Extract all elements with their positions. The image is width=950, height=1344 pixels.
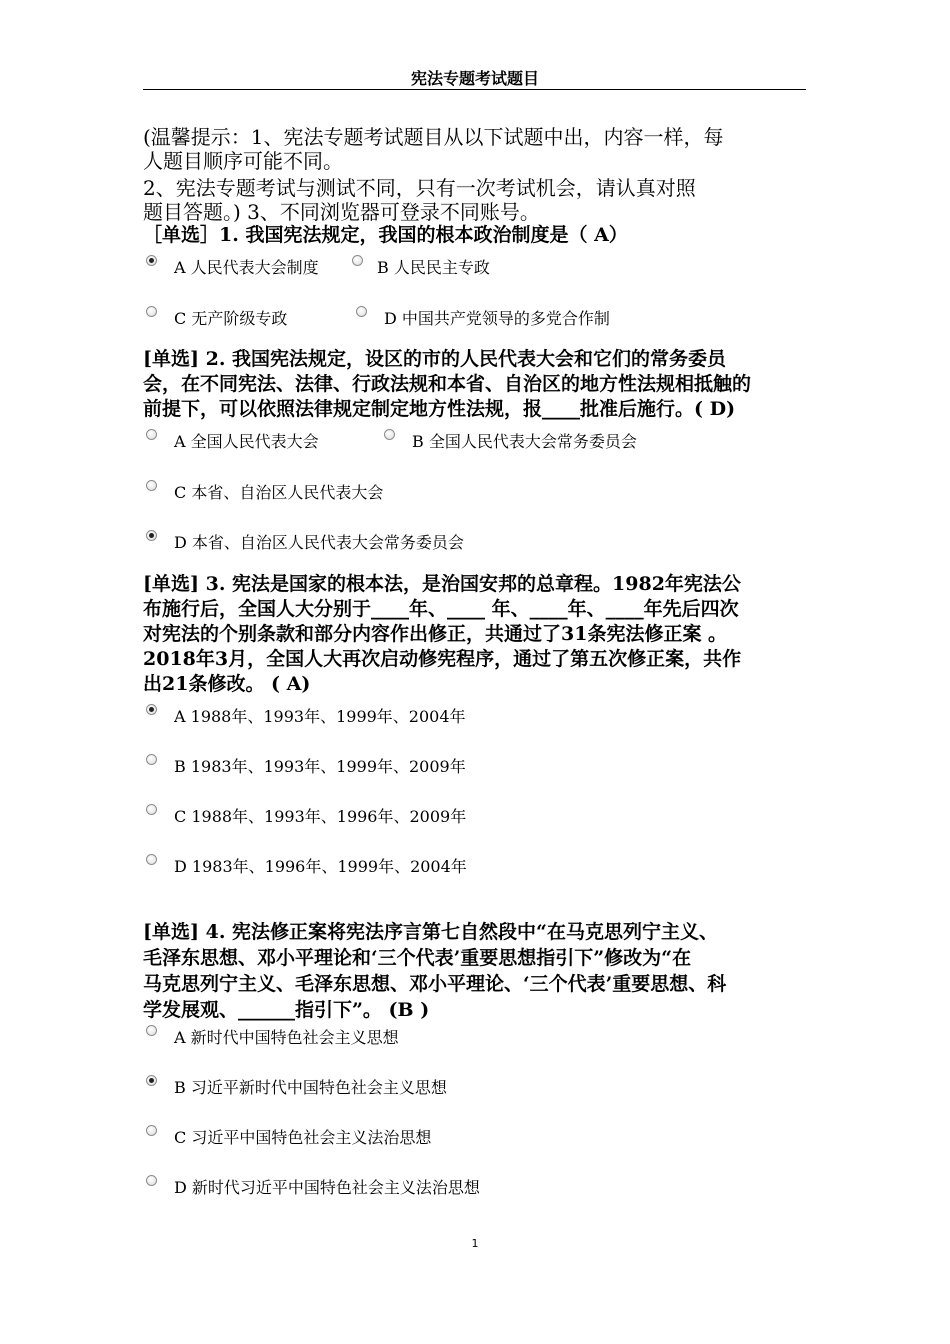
notice-line: 题目答题。) 3、不同浏览器可登录不同账号。	[143, 200, 540, 224]
option-d[interactable]	[356, 306, 610, 328]
option-label: C 1988年、1993年、1996年、2009年	[174, 806, 467, 826]
option-label: A 新时代中国特色社会主义思想	[174, 1027, 399, 1047]
question-text: [单选] 3. 宪法是国家的根本法，是治国安邦的总章程。1982年宪法公	[143, 573, 741, 595]
option-b[interactable]	[352, 255, 490, 277]
radio-unchecked-icon[interactable]	[146, 1025, 157, 1036]
option-a[interactable]	[146, 1025, 399, 1047]
radio-unchecked-icon[interactable]	[146, 754, 157, 765]
question-text: 前提下，可以依照法律规定制定地方性法规，报____批准后施行。( D)	[143, 398, 736, 420]
question-text: ［单选］1. 我国宪法规定，我国的根本政治制度是（ A）	[143, 224, 628, 246]
option-a[interactable]	[146, 704, 466, 726]
option-label: D 中国共产党领导的多党合作制	[384, 308, 610, 328]
option-label: B 全国人民代表大会常务委员会	[412, 431, 637, 451]
radio-unchecked-icon[interactable]	[146, 306, 157, 317]
question-text: 毛泽东思想、邓小平理论和‘三个代表’重要思想指引下”修改为“在	[143, 947, 692, 969]
question-text: [单选] 4. 宪法修正案将宪法序言第七自然段中“在马克思列宁主义、	[143, 921, 718, 943]
option-b[interactable]	[146, 1075, 447, 1097]
option-label: B 人民民主专政	[377, 257, 490, 277]
page-header-title: 宪法专题考试题目	[410, 69, 539, 88]
question-text: [单选] 2. 我国宪法规定，设区的市的人民代表大会和它们的常务委员	[143, 348, 727, 370]
option-label: C 本省、自治区人民代表大会	[174, 482, 384, 502]
page-number: 1	[471, 1237, 479, 1250]
question-text: 布施行后，全国人大分别于____年、____ 年、____年、____年先后四次	[143, 598, 739, 620]
question-text: 会，在不同宪法、法律、行政法规和本省、自治区的地方性法规相抵触的	[143, 373, 752, 395]
option-b[interactable]	[146, 754, 466, 776]
option-d[interactable]	[146, 854, 467, 876]
radio-unchecked-icon[interactable]	[384, 429, 395, 440]
radio-unchecked-icon[interactable]	[146, 1175, 157, 1186]
option-label: A 全国人民代表大会	[174, 431, 319, 451]
question-text: 对宪法的个别条款和部分内容作出修正，共通过了31条宪法修正案 。	[143, 623, 728, 645]
radio-unchecked-icon[interactable]	[146, 854, 157, 865]
option-b[interactable]	[384, 429, 637, 451]
question-text: 出21条修改。 ( A)	[143, 673, 311, 695]
option-label: D 新时代习近平中国特色社会主义法治思想	[174, 1177, 480, 1197]
radio-unchecked-icon[interactable]	[146, 1125, 157, 1136]
option-label: D 本省、自治区人民代表大会常务委员会	[174, 532, 464, 552]
radio-checked-icon[interactable]	[146, 1075, 157, 1086]
option-label: A 人民代表大会制度	[174, 257, 319, 277]
option-d[interactable]	[146, 1175, 480, 1197]
option-label: C 习近平中国特色社会主义法治思想	[174, 1127, 432, 1147]
option-a[interactable]	[146, 429, 319, 451]
radio-unchecked-icon[interactable]	[352, 255, 363, 266]
radio-unchecked-icon[interactable]	[146, 480, 157, 491]
notice-line: 人题目顺序可能不同。	[143, 149, 343, 173]
option-label: B 习近平新时代中国特色社会主义思想	[174, 1077, 447, 1097]
option-c[interactable]	[146, 306, 287, 328]
option-label: C 无产阶级专政	[174, 308, 288, 328]
option-c[interactable]	[146, 804, 466, 826]
option-a[interactable]	[146, 255, 319, 277]
option-c[interactable]	[146, 1125, 431, 1147]
radio-checked-icon[interactable]	[146, 704, 157, 715]
option-c[interactable]	[146, 480, 383, 502]
radio-unchecked-icon[interactable]	[146, 804, 157, 815]
option-label: A 1988年、1993年、1999年、2004年	[174, 706, 466, 726]
notice-line: (温馨提示：1、宪法专题考试题目从以下试题中出，内容一样，每	[143, 125, 724, 149]
question-text: 2018年3月，全国人大再次启动修宪程序，通过了第五次修正案，共作	[143, 648, 742, 670]
question-text: 马克思列宁主义、毛泽东思想、邓小平理论、‘三个代表’重要思想、科	[143, 973, 727, 995]
notice-line: 2、宪法专题考试与测试不同，只有一次考试机会，请认真对照	[143, 176, 696, 200]
question-text: 学发展观、______指引下”。 (B )	[143, 999, 430, 1021]
radio-unchecked-icon[interactable]	[146, 429, 157, 440]
radio-checked-icon[interactable]	[146, 530, 157, 541]
option-label: D 1983年、1996年、1999年、2004年	[174, 856, 467, 876]
header-divider	[143, 89, 806, 90]
option-d[interactable]	[146, 530, 464, 552]
radio-checked-icon[interactable]	[146, 255, 157, 266]
radio-unchecked-icon[interactable]	[356, 306, 367, 317]
option-label: B 1983年、1993年、1999年、2009年	[174, 756, 466, 776]
